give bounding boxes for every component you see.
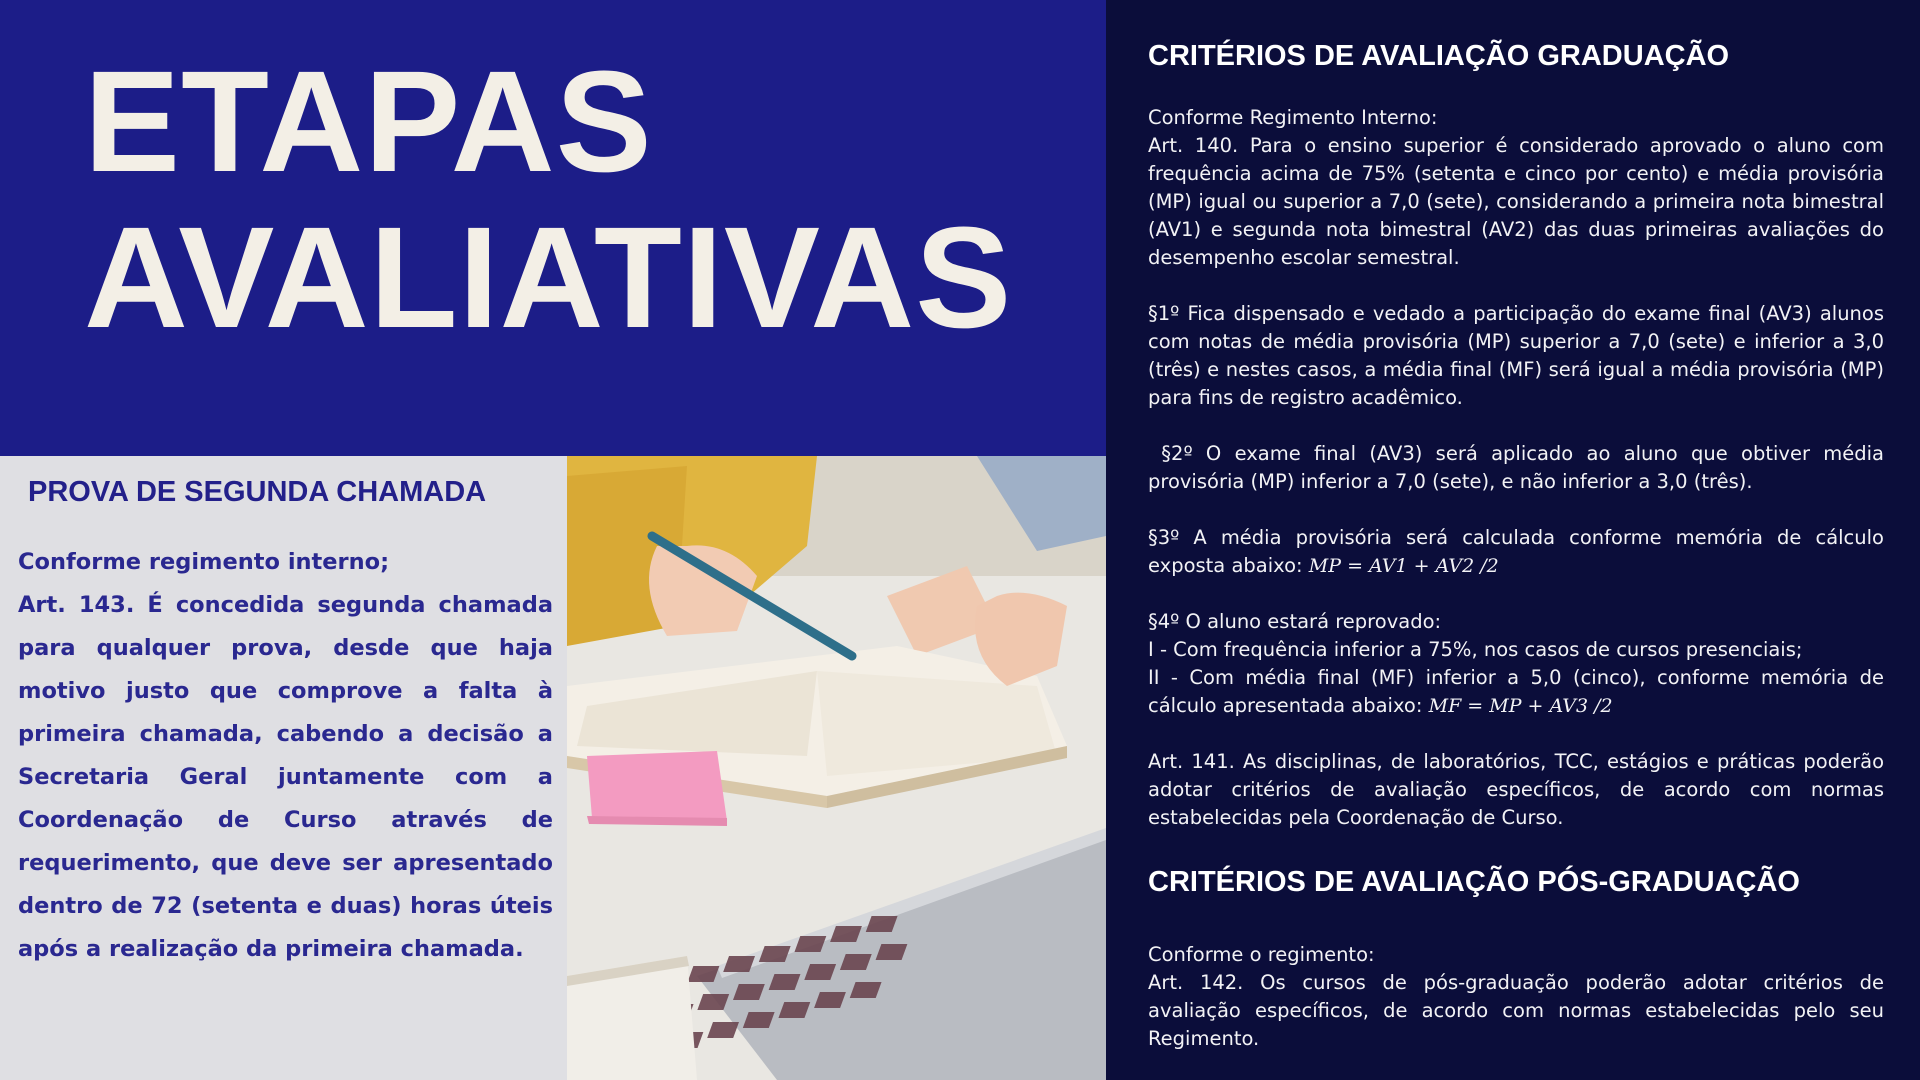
postgraduate-criteria-heading: CRITÉRIOS DE AVALIAÇÃO PÓS-GRADUAÇÃO <box>1148 866 1800 898</box>
paragraph-2: §2º O exame final (AV3) será aplicado ao aluno que obtiver média provisória (MP) inferior a 7,0 (sete), e não inferior a 3,0 (três). <box>1148 442 1891 493</box>
article-141: Art. 141. As disciplinas, de laboratórios, TCC, estágios e práticas poderão adotar critérios de avaliação específicos, de acordo com normas estabelecidas pela Coordenação de Curso. <box>1148 750 1884 829</box>
graduation-criteria-heading: CRITÉRIOS DE AVALIAÇÃO GRADUAÇÃO <box>1148 40 1730 72</box>
postgraduate-intro: Conforme o regimento: <box>1148 943 1375 966</box>
paragraph-3 <box>1148 524 1884 580</box>
second-call-article: Art. 143. É concedida segunda chamada para qualquer prova, desde que haja motivo justo que comprove a falta à primeira chamada, cabendo a decisão a Secretaria Geral juntamente com a Coordenação de Curso através de requerimento, que deve ser apresentado dentro de 72 (setenta e duas) horas úteis após a realização da primeira chamada. <box>18 592 553 962</box>
page-title-line-1: ETAPAS <box>84 41 653 202</box>
article-142: Art. 142. Os cursos de pós-graduação poderão adotar critérios de avaliação específicos, de acordo com normas estabelecidas pelo seu Regimento. <box>1148 971 1884 1050</box>
paragraph-4-title: §4º O aluno estará reprovado: <box>1148 610 1442 633</box>
study-photo-illustration <box>567 456 1106 1080</box>
article-140: Art. 140. Para o ensino superior é considerado aprovado o aluno com frequência acima de 75% (setenta e cinco por cento) e média provisória (MP) igual ou superior a 7,0 (sete), considerando a primeira nota bimestral (AV1) e segunda nota bimestral (AV2) das duas primeiras avaliações do desempenho escolar semestral. <box>1148 134 1884 269</box>
paragraph-4-item-ii <box>1148 664 1884 720</box>
page-title-line-2: AVALIATIVAS <box>84 197 1013 358</box>
second-call-panel <box>0 456 567 1080</box>
mp-formula: MP = AV1 + AV2 /2 <box>1308 555 1499 577</box>
title-panel <box>0 0 1106 456</box>
postgraduate-criteria-body <box>1148 941 1884 1053</box>
second-call-intro: Conforme regimento interno; <box>18 549 390 575</box>
study-photo <box>567 456 1106 1080</box>
paragraph-3-text: §3º A média provisória será calculada conforme memória de cálculo exposta abaixo: <box>1148 526 1884 577</box>
mf-formula: MF = MP + AV3 /2 <box>1428 695 1613 717</box>
graduation-intro: Conforme Regimento Interno: <box>1148 106 1438 129</box>
second-call-body <box>18 541 553 971</box>
criteria-panel <box>1106 0 1920 1080</box>
paragraph-4-item-ii-text: II - Com média final (MF) inferior a 5,0 (cinco), conforme memória de cálculo apresentada abaixo: <box>1148 666 1884 717</box>
second-call-heading: PROVA DE SEGUNDA CHAMADA <box>28 476 487 508</box>
graduation-criteria-body <box>1148 104 1891 832</box>
paragraph-1: §1º Fica dispensado e vedado a participação do exame final (AV3) alunos com notas de média provisória (MP) superior a 7,0 (sete) e inferior a 3,0 (três) e nestes casos, a média final (MF) será igual a média provisória (MP) para fins de registro acadêmico. <box>1148 302 1884 409</box>
paragraph-4-item-i: I - Com frequência inferior a 75%, nos casos de cursos presenciais; <box>1148 638 1803 661</box>
